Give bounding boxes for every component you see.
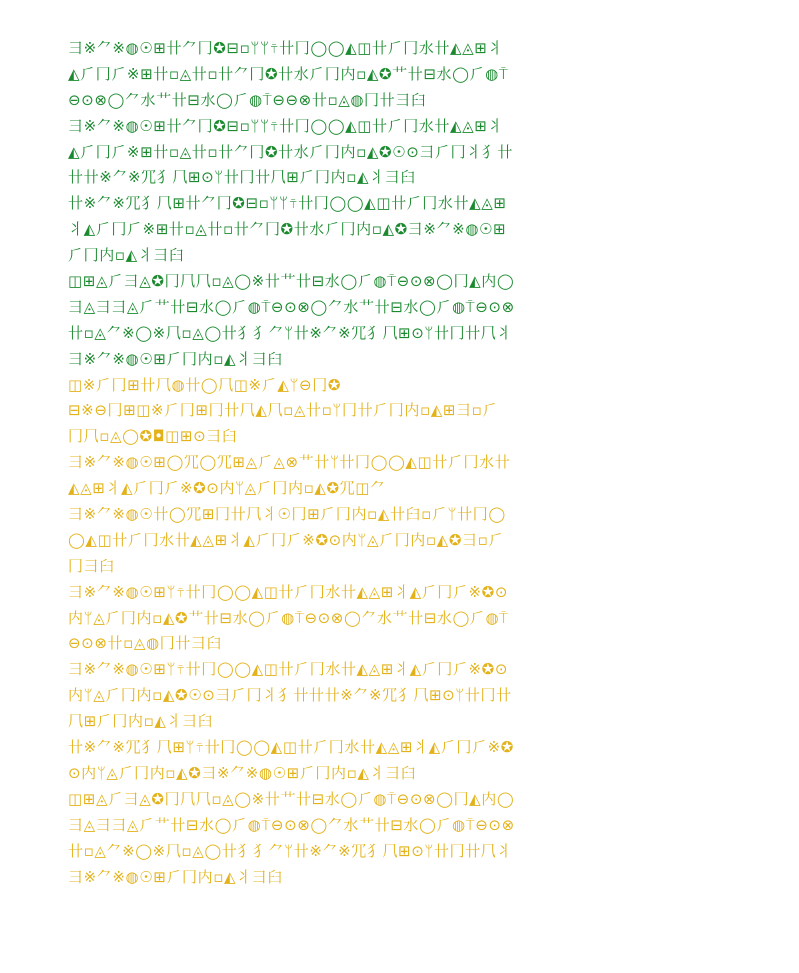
glyph-line: 冂⺇▫◬◯✪◘◫⊞⊙⺕⾅ [68,427,238,446]
glyph-line: 卄▫◬⺈※◯※⺇▫◬◯卄⺨⺨⺈ᛘ卄※⺈※⺴⺨⺇⊞⊙ᛘ卄冂卄⺇⺦ [68,323,512,342]
glyph-line: 冂⺕⾅ [68,556,115,575]
glyph-line: ⊖⊙⊗◯⺈水⺾卄⊟水◯⺁◍⍑⊖⊖⊗卄▫◬◍冂卄⺕⾅ [68,90,427,109]
glyph-block [68,657,628,735]
glyph-line: ⺕※⺈※◍☉卄◯⺴⊞冂卄⺇⺦☉冂⊞⺁冂内▫◭卄⾅▫⺁ᛘ卄冂◯ [68,505,506,524]
glyph-block [68,269,628,373]
glyph-line: 卄▫◬⺈※◯※⺇▫◬◯卄⺨⺨⺈ᛘ卄※⺈※⺴⺨⺇⊞⊙ᛘ卄冂卄⺇⺦ [68,841,512,860]
glyph-line: ⊙内ᛘ◬⺁冂内▫◭✪⺕※⺈※◍☉⊞⺁冂内▫◭⺦⺕⾅ [68,763,417,782]
glyph-line: ⊖⊙⊗卄▫◬◍冂卄⺕⾅ [68,634,223,653]
glyph-block [68,114,628,192]
glyph-block [68,36,628,114]
glyph-line: ⺕※⺈※◍☉⊞卄⺈冂✪⊟▫ᛘᛘ⍑卄冂◯◯◭◫卄⺁冂水卄◭◬⊞⺦ [68,116,504,135]
glyph-block [68,502,628,580]
glyph-line: 卄※⺈※⺴⺨⺇⊞ᛘ⍑卄冂◯◯◭◫卄⺁冂水卄◭◬⊞⺦◭⺁冂⺁※✪ [68,738,514,757]
glyph-line: ◭◬⊞⺦◭⺁冂⺁※✪⊙内ᛘ◬⺁冂内▫◭✪⺴◫⺈ [68,479,386,498]
glyph-line: ◭⺁冂⺁※⊞卄▫◬卄▫卄⺈冂✪卄⽔⺁冂内▫◭✪⺾卄⊟水◯⺁◍⍑ [68,64,509,83]
glyph-block [68,787,628,891]
glyph-line: ⊟※⊖冂⊞◫※⺁冂⊞冂卄⺇◭⺇▫◬卄▫ᛘ冂卄⺁冂内▫◭⊞⺕▫⺁ [68,401,499,420]
glyph-text-page [68,36,628,890]
glyph-line: ◫※⺁冂⊞卄⺇◍卄◯⺇◫※⺁◭ᛘ⊖冂✪ [68,375,341,394]
glyph-line: ◫⊞◬⺁⺕◬✪冂⺇⺇▫◬◯※卄⺾卄⊟水◯⺁◍⍑⊖⊙⊗◯冂◭内◯ [68,272,515,291]
glyph-line: ◭⺁冂⺁※⊞卄▫◬卄▫卄⺈冂✪卄⽔⺁冂内▫◭✪☉⊙⺕⺁冂⺦⺨卄 [68,142,513,161]
glyph-line: 内ᛘ◬⺁冂内▫◭✪☉⊙⺕⺁冂⺦⺨卄卄卄※⺈※⺴⺨⺇⊞⊙ᛘ卄冂卄 [68,686,512,705]
glyph-block [68,450,628,502]
glyph-line: ⺕※⺈※◍☉⊞⺁冂内▫◭⺦⺕⾅ [68,867,283,886]
glyph-line: ◯◭◫卄⺁冂水卄◭◬⊞⺦◭⺁冂⺁※✪⊙内ᛘ◬⺁冂内▫◭✪⺕▫⺁ [68,530,504,549]
glyph-block [68,373,628,399]
glyph-line: ⺕※⺈※◍☉⊞ᛘ⍑卄冂◯◯◭◫卄⺁冂水卄◭◬⊞⺦◭⺁冂⺁※✪⊙ [68,660,509,679]
glyph-line: 卄卄※⺈※⺴⺨⺇⊞⊙ᛘ卄冂卄⺇⊞⺁冂内▫◭⺦⺕⾅ [68,168,416,187]
glyph-line: 卄※⺈※⺴⺨⺇⊞卄⺈冂✪⊟▫ᛘᛘ⍑卄冂◯◯◭◫卄⺁冂水卄◭◬⊞ [68,194,507,213]
glyph-line: ⺕※⺈※◍☉⊞◯⺴◯⺴⊞◬⺁◬⊗⺾卄ᛘ卄冂◯◯◭◫卄⺁冂水卄 [68,453,511,472]
glyph-line: ⺕※⺈※◍☉⊞⺁冂内▫◭⺦⺕⾅ [68,349,283,368]
glyph-line: ⺕※⺈※◍☉⊞ᛘ⍑卄冂◯◯◭◫卄⺁冂水卄◭◬⊞⺦◭⺁冂⺁※✪⊙ [68,582,509,601]
glyph-block [68,398,628,450]
glyph-line: ◫⊞◬⺁⺕◬✪冂⺇⺇▫◬◯※卄⺾卄⊟水◯⺁◍⍑⊖⊙⊗◯冂◭内◯ [68,789,515,808]
glyph-block [68,580,628,658]
glyph-line: ⺕◬⺕⺕◬⺁⺾卄⊟水◯⺁◍⍑⊖⊙⊗◯⺈水⺾卄⊟水◯⺁◍⍑⊖⊙⊗ [68,815,515,834]
glyph-line: ⺇⊞⺁冂内▫◭⺦⺕⾅ [68,712,214,731]
glyph-line: ⺕※⺈※◍☉⊞卄⺈冂✪⊟▫ᛘᛘ⍑卄冂◯◯◭◫卄⺁冂水卄◭◬⊞⺦ [68,39,504,57]
glyph-line: 内ᛘ◬⺁冂内▫◭✪⺾卄⊟水◯⺁◍⍑⊖⊙⊗◯⺈水⺾卄⊟水◯⺁◍⍑ [68,608,509,627]
glyph-line: ⺦◭⺁冂⺁※⊞卄▫◬卄▫卄⺈冂✪卄⽔⺁冂内▫◭✪⺕※⺈※◍☉⊞ [68,220,507,239]
glyph-line: ⺕◬⺕⺕◬⺁⺾卄⊟水◯⺁◍⍑⊖⊙⊗◯⺈水⺾卄⊟水◯⺁◍⍑⊖⊙⊗ [68,297,515,316]
glyph-block [68,735,628,787]
glyph-line: ⺁冂内▫◭⺦⺕⾅ [68,246,185,265]
glyph-block [68,191,628,269]
